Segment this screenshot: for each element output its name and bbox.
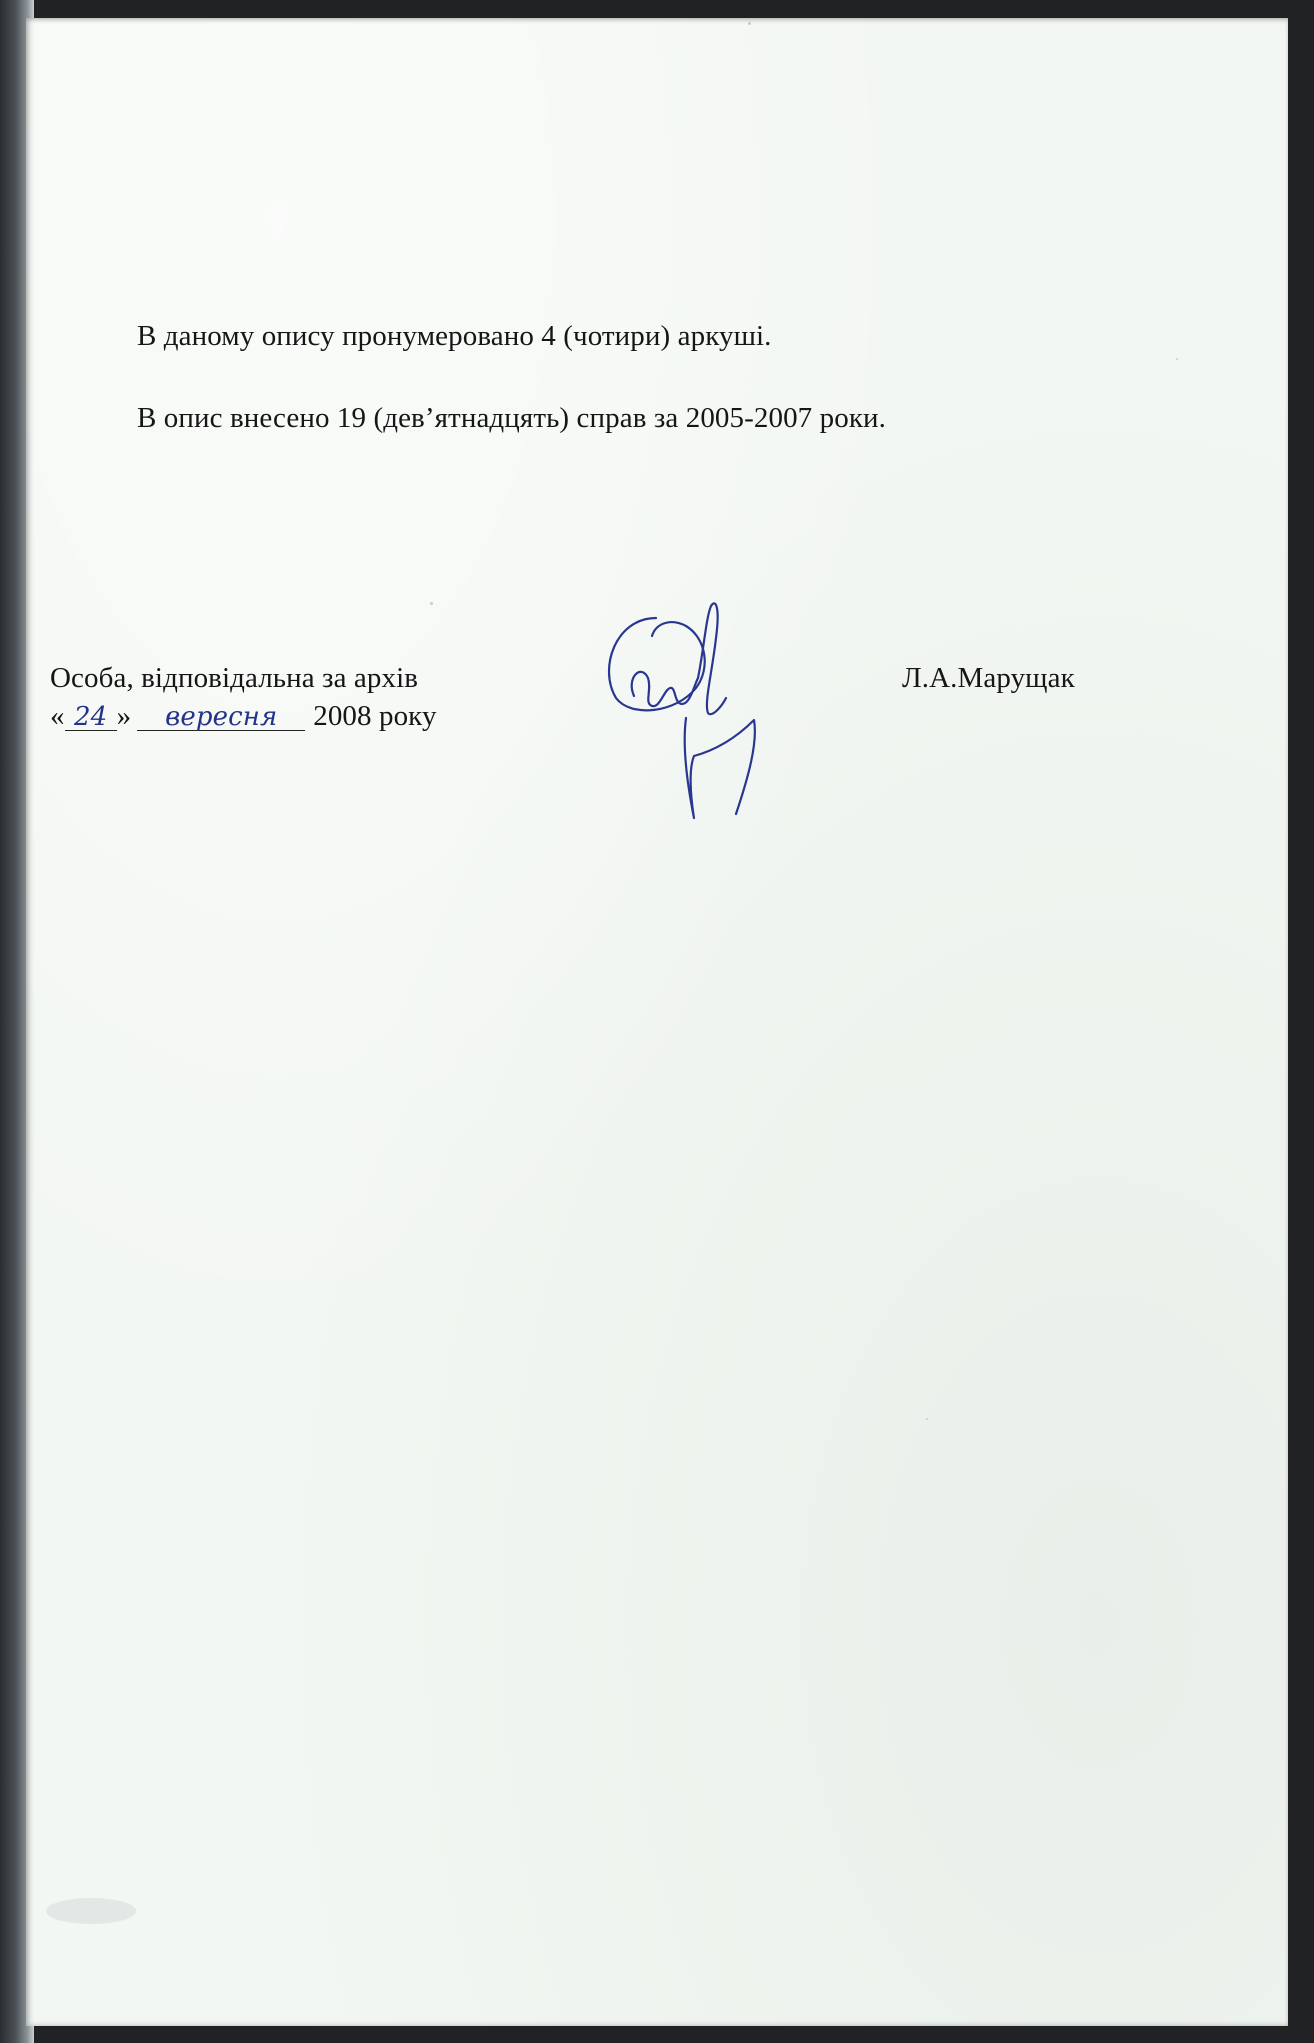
signer-name: Л.А.Марущак	[902, 662, 1075, 694]
paper-speck	[926, 1418, 928, 1420]
signature-letter-stroke	[632, 672, 698, 706]
signature-tall-stroke	[698, 603, 726, 714]
signature-tail-stroke	[685, 718, 755, 818]
paper-speck	[748, 22, 751, 25]
responsible-person-label: Особа, відповідальна за архів	[50, 662, 419, 694]
date-open-quote: «	[50, 700, 65, 732]
date-day-handwritten: 24	[65, 704, 117, 731]
paper-stain	[46, 1898, 136, 1924]
paper-sheet	[26, 18, 1288, 2026]
date-close-quote: »	[116, 700, 132, 732]
paper-speck	[430, 602, 433, 605]
date-month-handwritten: вересня	[137, 704, 305, 731]
paper-speck	[1176, 358, 1178, 360]
date-line	[50, 700, 437, 733]
sheets-count-statement: В даному опису пронумеровано 4 (чотири) аркуші.	[137, 320, 772, 352]
signature-icon	[586, 578, 786, 828]
date-year: 2008 року	[313, 700, 437, 732]
files-count-statement: В опис внесено 19 (дев’ятнадцять) справ за 2005-2007 роки.	[137, 402, 886, 434]
